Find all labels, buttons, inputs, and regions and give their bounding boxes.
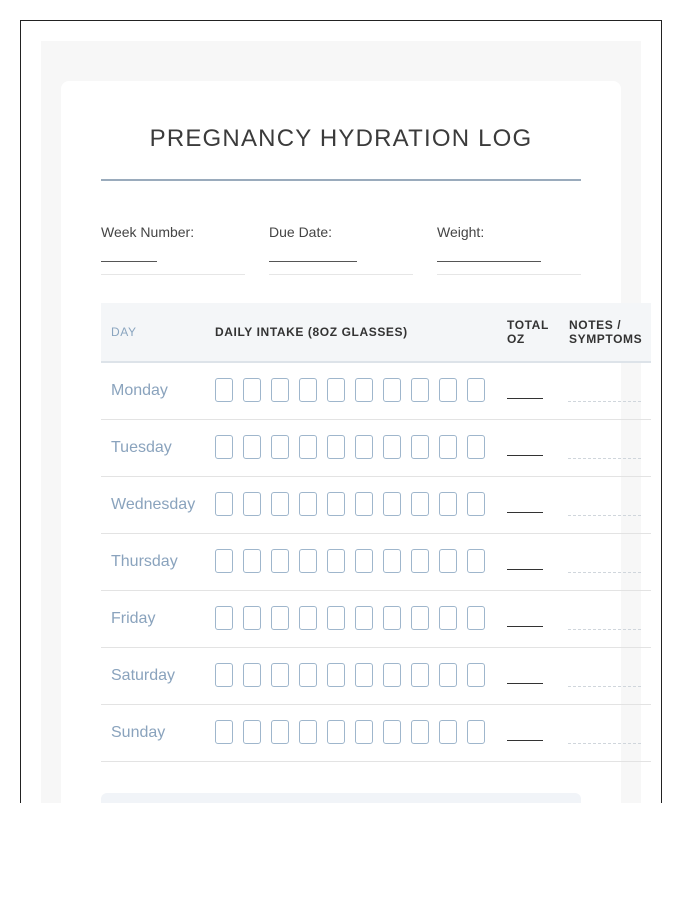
header-total-oz: TOTAL OZ	[507, 318, 549, 346]
glass-checkbox[interactable]	[327, 378, 345, 402]
glass-checkbox[interactable]	[383, 720, 401, 744]
table-row	[101, 363, 651, 420]
table-row	[101, 648, 651, 705]
glass-checkbox[interactable]	[467, 435, 485, 459]
day-label: Tuesday	[111, 439, 172, 456]
summary-box	[101, 793, 581, 803]
weight-field[interactable]	[437, 224, 581, 275]
glass-checkbox[interactable]	[467, 720, 485, 744]
glass-checkbox[interactable]	[439, 435, 457, 459]
notes-blank[interactable]	[568, 686, 641, 687]
page-backdrop	[41, 41, 641, 803]
total-oz-blank[interactable]	[507, 512, 543, 513]
glass-checkbox[interactable]	[327, 435, 345, 459]
glass-checkbox[interactable]	[215, 378, 233, 402]
glass-checkbox[interactable]	[411, 378, 429, 402]
glass-checkbox[interactable]	[355, 720, 373, 744]
glass-checkbox[interactable]	[355, 663, 373, 687]
glass-checkbox[interactable]	[383, 378, 401, 402]
hydration-log-card	[61, 81, 643, 803]
title-divider	[101, 179, 581, 181]
glass-checkbox[interactable]	[243, 720, 261, 744]
notes-blank[interactable]	[568, 515, 641, 516]
glass-checkbox[interactable]	[327, 492, 345, 516]
glass-checkbox[interactable]	[439, 663, 457, 687]
due-date-field[interactable]	[269, 224, 413, 275]
glass-checkbox[interactable]	[271, 492, 289, 516]
glass-checkbox[interactable]	[355, 606, 373, 630]
notes-blank[interactable]	[568, 572, 641, 573]
glass-checkbox[interactable]	[467, 492, 485, 516]
total-oz-blank[interactable]	[507, 740, 543, 741]
glass-checkbox[interactable]	[439, 606, 457, 630]
glass-checkbox[interactable]	[411, 549, 429, 573]
glass-checkbox[interactable]	[271, 663, 289, 687]
glass-checkbox[interactable]	[327, 549, 345, 573]
glass-checkbox[interactable]	[439, 492, 457, 516]
day-label: Sunday	[111, 724, 166, 741]
due-date-blank[interactable]	[269, 261, 357, 262]
week-number-field[interactable]	[101, 224, 245, 275]
glass-checkbox[interactable]	[243, 378, 261, 402]
glass-checkbox[interactable]	[383, 606, 401, 630]
glass-checkbox[interactable]	[299, 435, 317, 459]
glass-checkbox[interactable]	[327, 720, 345, 744]
week-number-blank[interactable]	[101, 261, 157, 262]
glass-checkbox[interactable]	[243, 549, 261, 573]
total-oz-blank[interactable]	[507, 569, 543, 570]
table-row	[101, 591, 651, 648]
glass-checkbox[interactable]	[411, 606, 429, 630]
glass-checkbox[interactable]	[355, 378, 373, 402]
glass-checkbox[interactable]	[383, 492, 401, 516]
header-notes: NOTES / SYMPTOMS	[569, 318, 643, 346]
day-label: Wednesday	[111, 496, 196, 513]
total-oz-blank[interactable]	[507, 398, 543, 399]
glass-checkbox[interactable]	[271, 549, 289, 573]
day-label: Thursday	[111, 553, 178, 570]
glass-checkbox[interactable]	[271, 606, 289, 630]
header-day: DAY	[111, 325, 137, 339]
glass-checkbox[interactable]	[467, 663, 485, 687]
table-row	[101, 534, 651, 591]
total-oz-blank[interactable]	[507, 626, 543, 627]
glass-checkbox[interactable]	[299, 549, 317, 573]
glass-checkbox[interactable]	[355, 435, 373, 459]
glass-checkbox[interactable]	[327, 663, 345, 687]
week-number-label: Week Number:	[101, 224, 195, 240]
glass-checkbox[interactable]	[411, 720, 429, 744]
day-label: Saturday	[111, 667, 176, 684]
glass-checkbox[interactable]	[467, 549, 485, 573]
glass-checkbox[interactable]	[299, 606, 317, 630]
glass-checkbox[interactable]	[271, 720, 289, 744]
glass-checkbox[interactable]	[439, 378, 457, 402]
glass-checkbox[interactable]	[411, 663, 429, 687]
glass-checkbox[interactable]	[327, 606, 345, 630]
glass-checkbox[interactable]	[215, 606, 233, 630]
glass-checkbox[interactable]	[383, 549, 401, 573]
glass-checkbox[interactable]	[299, 492, 317, 516]
glass-checkbox[interactable]	[243, 606, 261, 630]
notes-blank[interactable]	[568, 458, 641, 459]
total-oz-blank[interactable]	[507, 683, 543, 684]
glass-checkbox[interactable]	[383, 663, 401, 687]
total-oz-blank[interactable]	[507, 455, 543, 456]
glass-checkbox[interactable]	[411, 492, 429, 516]
weight-blank[interactable]	[437, 261, 541, 262]
day-label: Monday	[111, 382, 168, 399]
glass-checkbox[interactable]	[271, 435, 289, 459]
notes-blank[interactable]	[568, 401, 641, 402]
glass-checkbox[interactable]	[467, 606, 485, 630]
page-title: PREGNANCY HYDRATION LOG	[149, 125, 533, 152]
glass-checkbox[interactable]	[299, 378, 317, 402]
table-header	[101, 303, 651, 363]
notes-blank[interactable]	[568, 629, 641, 630]
glass-checkbox[interactable]	[383, 435, 401, 459]
day-label: Friday	[111, 610, 156, 627]
glass-checkbox[interactable]	[243, 492, 261, 516]
glass-checkbox[interactable]	[271, 378, 289, 402]
glass-checkbox[interactable]	[215, 435, 233, 459]
glass-checkbox[interactable]	[215, 492, 233, 516]
due-date-label: Due Date:	[269, 224, 333, 240]
glass-checkbox[interactable]	[355, 549, 373, 573]
glass-checkbox[interactable]	[215, 720, 233, 744]
weight-label: Weight:	[437, 224, 485, 240]
glass-checkbox[interactable]	[243, 435, 261, 459]
glass-checkbox[interactable]	[215, 663, 233, 687]
glass-checkbox[interactable]	[243, 663, 261, 687]
glass-checkbox[interactable]	[439, 720, 457, 744]
glass-checkbox[interactable]	[411, 435, 429, 459]
table-row	[101, 420, 651, 477]
glass-checkbox[interactable]	[215, 549, 233, 573]
table-row	[101, 705, 651, 762]
page-frame	[20, 20, 662, 803]
glass-checkbox[interactable]	[299, 720, 317, 744]
glass-checkbox[interactable]	[439, 549, 457, 573]
header-daily-intake: DAILY INTAKE (8OZ GLASSES)	[215, 325, 408, 339]
glass-checkbox[interactable]	[299, 663, 317, 687]
notes-blank[interactable]	[568, 743, 641, 744]
table-row	[101, 477, 651, 534]
glass-checkbox[interactable]	[355, 492, 373, 516]
glass-checkbox[interactable]	[467, 378, 485, 402]
